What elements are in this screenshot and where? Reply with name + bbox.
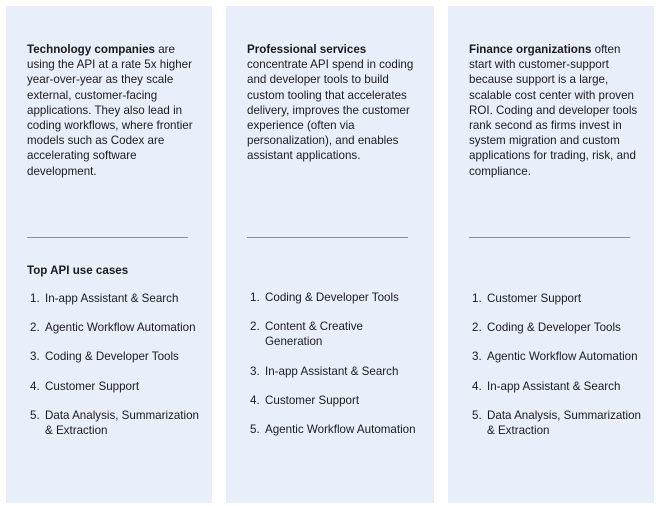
item-label: In-app Assistant & Search	[45, 292, 179, 305]
column-finance	[448, 6, 654, 503]
item-label: Data Analysis, Summarization & Extraction	[45, 408, 200, 438]
column-title: Technology companies	[27, 43, 155, 56]
list-item	[250, 422, 420, 437]
item-number: 5.	[472, 408, 482, 422]
item-number: 5.	[250, 423, 260, 437]
item-number: 1.	[472, 292, 482, 305]
use-case-list	[472, 291, 642, 452]
list-item	[30, 379, 200, 394]
column-description-text: concentrate API spend in coding and developer tools to build custom tooling that accelerates delivery, improves the customer experience (often via personalization), and enables assistant applications.	[247, 58, 414, 163]
list-item	[250, 290, 420, 305]
list-item	[30, 291, 200, 306]
item-label: Coding & Developer Tools	[265, 291, 399, 304]
item-number: 2.	[472, 321, 482, 335]
list-item	[472, 408, 642, 438]
column-description	[247, 42, 417, 164]
column-technology	[6, 6, 212, 503]
list-item	[30, 408, 200, 438]
item-number: 2.	[30, 321, 40, 335]
list-item	[250, 319, 420, 349]
list-item	[472, 291, 642, 306]
column-title: Professional services	[247, 43, 367, 56]
item-number: 5.	[30, 408, 40, 422]
column-description	[27, 42, 197, 179]
column-professional-services	[226, 6, 434, 503]
use-case-list	[250, 290, 420, 451]
item-label: In-app Assistant & Search	[487, 379, 621, 393]
column-description-text: are using the API at a rate 5x higher year-over-year as they scale external, customer-facing applications. They also lead in coding workflows, where frontier models such as Codex are accelerating software development.	[27, 43, 193, 178]
list-item	[472, 379, 642, 394]
item-number: 1.	[30, 292, 40, 305]
item-label: Agentic Workflow Automation	[265, 423, 416, 437]
use-cases-heading: Top API use cases	[27, 264, 129, 277]
item-label: Coding & Developer Tools	[487, 321, 621, 335]
list-item	[30, 320, 200, 335]
item-label: In-app Assistant & Search	[265, 364, 399, 378]
list-item	[250, 364, 420, 379]
divider	[247, 237, 408, 238]
item-label: Agentic Workflow Automation	[45, 321, 196, 335]
column-description	[469, 42, 639, 179]
item-number: 3.	[30, 350, 40, 364]
item-label: Customer Support	[487, 292, 582, 305]
item-label: Coding & Developer Tools	[45, 350, 179, 364]
item-label: Content & Creative Generation	[265, 320, 363, 349]
item-label: Customer Support	[45, 379, 140, 393]
list-item	[472, 349, 642, 364]
item-label: Customer Support	[265, 393, 360, 407]
divider	[469, 237, 630, 238]
use-case-list	[30, 291, 200, 452]
divider	[27, 237, 188, 238]
column-description-text: often start with customer-support because support is a large, scalable cost center with proven ROI. Coding and developer tools rank second as firms invest in system migration and custom applications for trading, risk, and compliance.	[469, 43, 638, 178]
item-number: 4.	[250, 393, 260, 407]
column-title: Finance organizations	[469, 43, 592, 56]
list-item	[30, 349, 200, 364]
item-number: 1.	[250, 291, 260, 304]
item-number: 4.	[472, 379, 482, 393]
item-number: 3.	[250, 364, 260, 378]
item-number: 3.	[472, 350, 482, 364]
list-item	[250, 393, 420, 408]
item-label: Agentic Workflow Automation	[487, 350, 638, 364]
list-item	[472, 320, 642, 335]
item-number: 2.	[250, 320, 260, 334]
item-number: 4.	[30, 379, 40, 393]
item-label: Data Analysis, Summarization & Extraction	[487, 408, 642, 438]
